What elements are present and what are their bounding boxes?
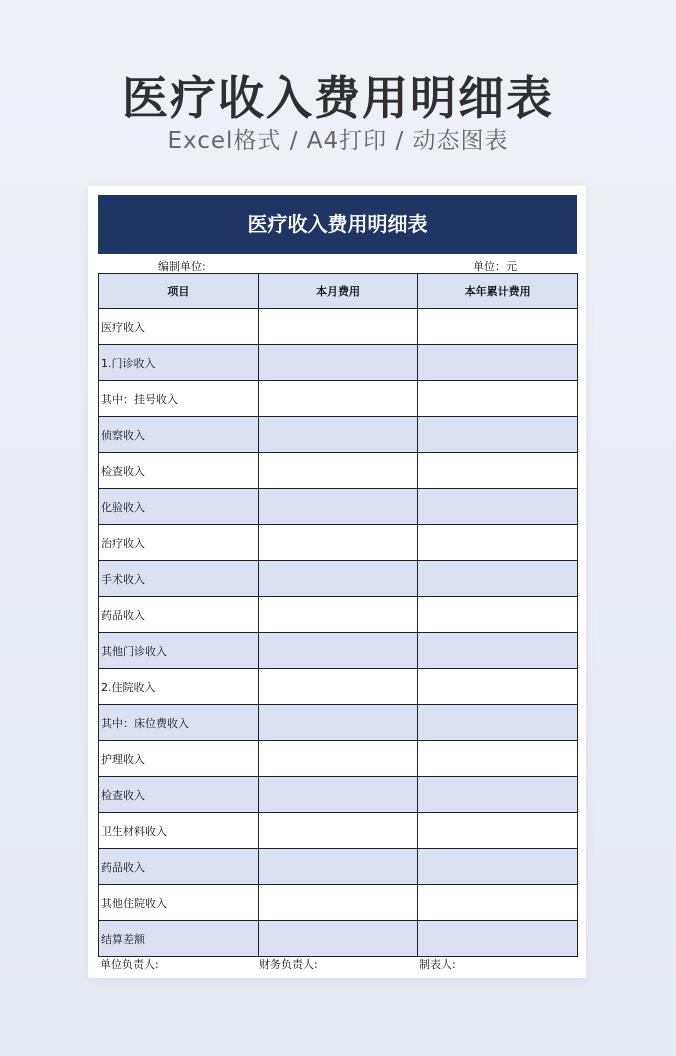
row-label: 结算差额 — [99, 921, 259, 957]
monthly-cell[interactable] — [258, 597, 418, 633]
row-label: 1.门诊收入 — [99, 345, 259, 381]
table-row — [99, 921, 578, 957]
monthly-cell[interactable] — [258, 309, 418, 345]
table-row — [99, 741, 578, 777]
monthly-cell[interactable] — [258, 417, 418, 453]
yearly-cell[interactable] — [418, 921, 578, 957]
table-row — [99, 849, 578, 885]
table-row — [99, 561, 578, 597]
row-label: 检查收入 — [99, 453, 259, 489]
unit-head-label: 单位负责人: — [100, 958, 159, 971]
row-label: 其他住院收入 — [99, 885, 259, 921]
yearly-cell[interactable] — [418, 417, 578, 453]
monthly-cell[interactable] — [258, 633, 418, 669]
yearly-cell[interactable] — [418, 381, 578, 417]
table-row — [99, 345, 578, 381]
header-monthly: 本月费用 — [258, 274, 418, 309]
table-row — [99, 777, 578, 813]
expense-table — [98, 273, 578, 957]
row-label: 其他门诊收入 — [99, 633, 259, 669]
yearly-cell[interactable] — [418, 345, 578, 381]
table-row — [99, 417, 578, 453]
monthly-cell[interactable] — [258, 813, 418, 849]
monthly-cell[interactable] — [258, 921, 418, 957]
table-row — [99, 309, 578, 345]
table-row — [99, 633, 578, 669]
yearly-cell[interactable] — [418, 849, 578, 885]
row-label: 手术收入 — [99, 561, 259, 597]
monthly-cell[interactable] — [258, 705, 418, 741]
table-header-row — [99, 274, 578, 309]
row-label: 药品收入 — [99, 597, 259, 633]
page-subtitle: Excel格式 / A4打印 / 动态图表 — [167, 128, 509, 154]
row-label: 护理收入 — [99, 741, 259, 777]
yearly-cell[interactable] — [418, 633, 578, 669]
table-row — [99, 489, 578, 525]
yearly-cell[interactable] — [418, 813, 578, 849]
table-row — [99, 525, 578, 561]
monthly-cell[interactable] — [258, 669, 418, 705]
finance-head-label: 财务负责人: — [259, 958, 318, 971]
monthly-cell[interactable] — [258, 849, 418, 885]
page-title: 医疗收入费用明细表 — [122, 71, 554, 125]
yearly-cell[interactable] — [418, 453, 578, 489]
yearly-cell[interactable] — [418, 561, 578, 597]
table-row — [99, 597, 578, 633]
row-label: 治疗收入 — [99, 525, 259, 561]
row-label: 医疗收入 — [99, 309, 259, 345]
org-label: 编制单位: — [158, 260, 206, 273]
row-label: 侦察收入 — [99, 417, 259, 453]
yearly-cell[interactable] — [418, 489, 578, 525]
table-row — [99, 885, 578, 921]
yearly-cell[interactable] — [418, 525, 578, 561]
row-label: 其中：挂号收入 — [99, 381, 259, 417]
row-label: 化验收入 — [99, 489, 259, 525]
table-row — [99, 669, 578, 705]
spreadsheet-paper — [88, 186, 586, 978]
monthly-cell[interactable] — [258, 885, 418, 921]
preparer-label: 制表人: — [419, 958, 456, 971]
yearly-cell[interactable] — [418, 777, 578, 813]
table-row — [99, 381, 578, 417]
row-label: 2.住院收入 — [99, 669, 259, 705]
table-row — [99, 705, 578, 741]
monthly-cell[interactable] — [258, 741, 418, 777]
unit-label: 单位：元 — [473, 260, 517, 273]
header-item: 项目 — [99, 274, 259, 309]
row-label: 检查收入 — [99, 777, 259, 813]
row-label: 其中：床位费收入 — [99, 705, 259, 741]
monthly-cell[interactable] — [258, 381, 418, 417]
monthly-cell[interactable] — [258, 453, 418, 489]
table-row — [99, 813, 578, 849]
yearly-cell[interactable] — [418, 597, 578, 633]
sheet-title-banner: 医疗收入费用明细表 — [98, 195, 577, 254]
monthly-cell[interactable] — [258, 777, 418, 813]
row-label: 药品收入 — [99, 849, 259, 885]
yearly-cell[interactable] — [418, 741, 578, 777]
row-label: 卫生材料收入 — [99, 813, 259, 849]
yearly-cell[interactable] — [418, 705, 578, 741]
yearly-cell[interactable] — [418, 309, 578, 345]
yearly-cell[interactable] — [418, 669, 578, 705]
yearly-cell[interactable] — [418, 885, 578, 921]
monthly-cell[interactable] — [258, 525, 418, 561]
monthly-cell[interactable] — [258, 345, 418, 381]
monthly-cell[interactable] — [258, 489, 418, 525]
monthly-cell[interactable] — [258, 561, 418, 597]
table-row — [99, 453, 578, 489]
header-yearly: 本年累计费用 — [418, 274, 578, 309]
